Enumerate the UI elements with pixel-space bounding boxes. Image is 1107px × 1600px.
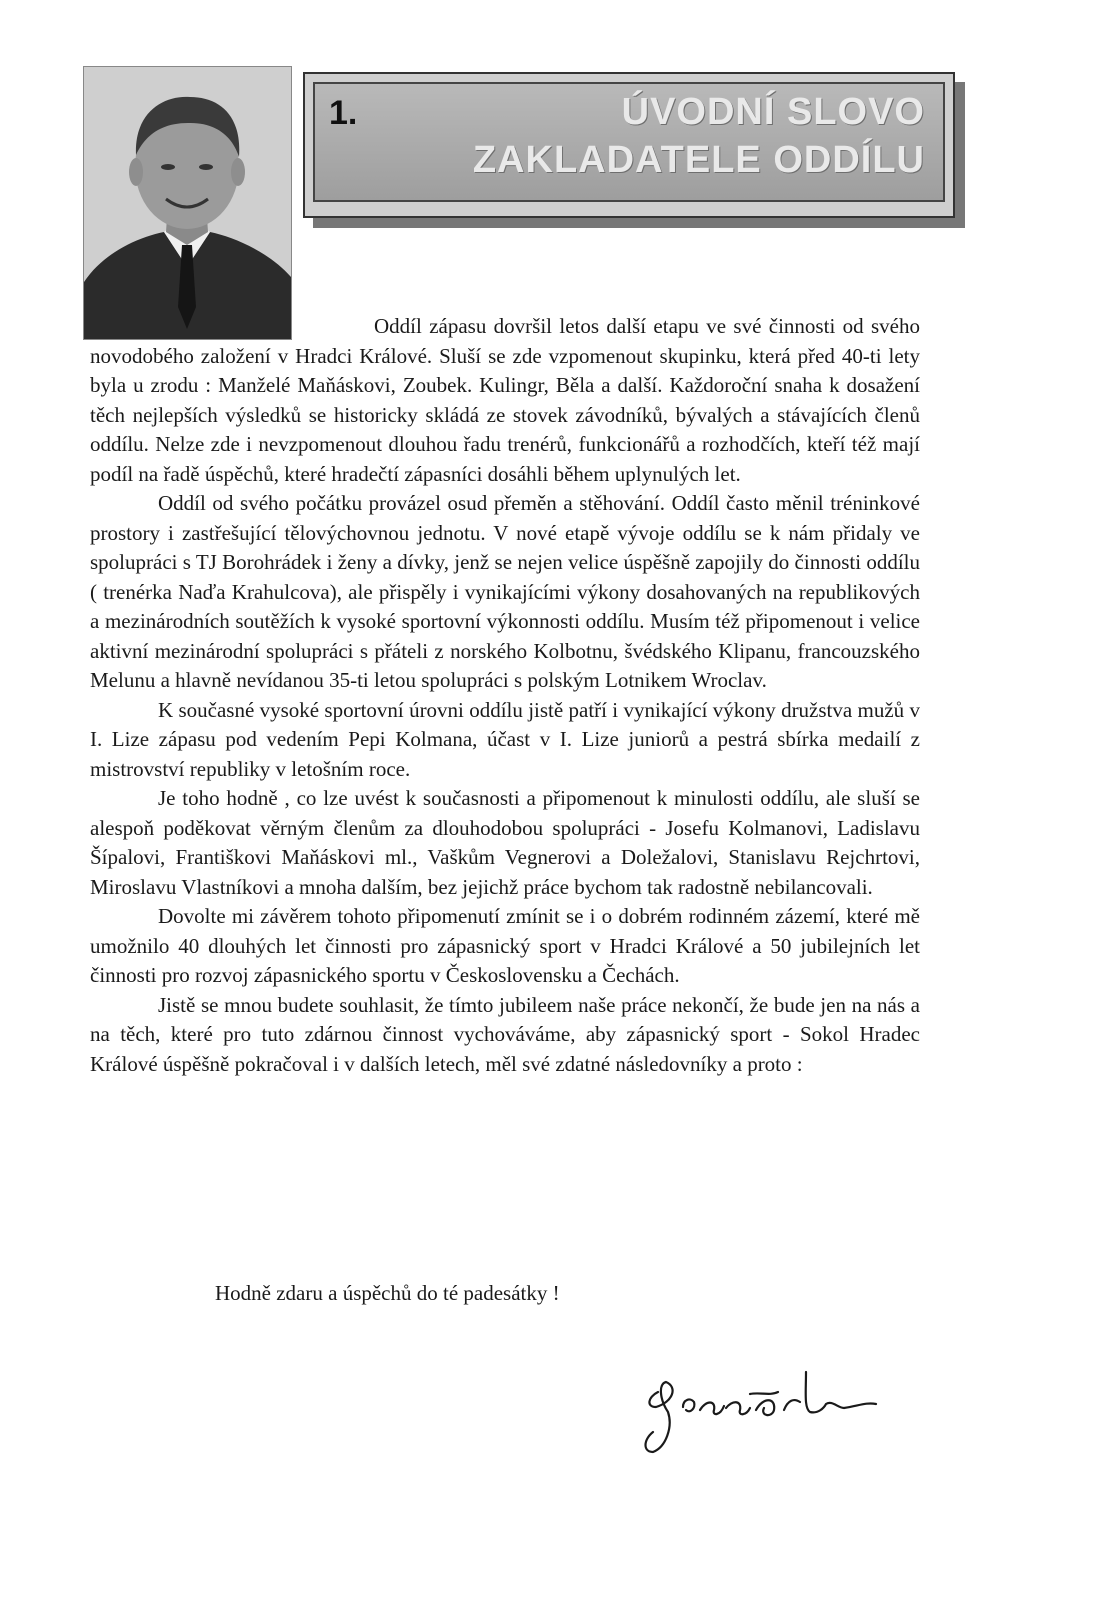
- chapter-title-line-2: ZAKLADATELE ODDÍLU: [472, 139, 925, 181]
- article-body: [90, 312, 920, 1079]
- paragraph: Oddíl zápasu dovršil letos další etapu ve své činnosti od svého novodobého založení v Hradci Králové. Sluší se zde vzpomenout skupinku, která před 40-ti lety byla u zrodu : Manželé Maňáskovi, Zoubek. Kulingr, Běla a další. Každoroční snaha k dosažení těch nejlepších výsledků se historicky skládá ze stovek závodníků, bývalých a stávajících členů oddílu. Nelze zde i nevzpomenout dlouhou řadu trenérů, funkcionářů a rozhodčích, kteří též mají podíl na řadě úspěchů, které hradečtí zápasníci dosáhli během uplynulých let.: [90, 314, 920, 486]
- chapter-title-line-1: ÚVODNÍ SLOVO: [621, 91, 925, 133]
- closing-line: Hodně zdaru a úspěchů do té padesátky !: [215, 1281, 560, 1305]
- chapter-number: 1.: [329, 94, 358, 132]
- paragraph: Oddíl od svého počátku provázel osud přeměn a stěhování. Oddíl často měnil tréninkové prostory i zastřešující tělovýchovnou jednotu. V nové etapě vývoje oddílu se k nám přidaly ve spolupráci s TJ Borohrádek i ženy a dívky, jenž se nejen velice úspěšně zapojily do činnosti oddílu ( trenérka Naďa Krahulcova), ale přispěly i vynikajícími výkony dosahovaných na republikových a mezinárodních soutěžích k vysoké sportovní výkonnosti oddílu. Musím též připomenout i velice aktivní mezinárodní spolupráci s přáteli z norského Kolbotnu, švédského Klipanu, francouzského Melunu a hlavně nevídanou 35-ti letou spolupráci s polským Lotnikem Wroclav.: [90, 491, 920, 692]
- title-banner: [303, 72, 955, 218]
- handwritten-signature: [628, 1352, 888, 1462]
- portrait-photo: [83, 66, 292, 340]
- paragraph: Dovolte mi závěrem tohoto připomenutí zmínit se i o dobrém rodinném zázemí, které mě umožnilo 40 dlouhých let činnosti pro zápasnický sport v Hradci Králové a 50 jubilejních let činnosti pro rozvoj zápasnického sportu v Československu a Čechách.: [90, 904, 920, 987]
- paragraph: Jistě se mnou budete souhlasit, že tímto jubileem naše práce nekončí, že bude jen na nás a na těch, které pro tuto zdárnou činnost vychováváme, aby zápasnický sport - Sokol Hradec Králové úspěšně pokračoval i v dalších letech, měl své zdatné následovníky a proto :: [90, 992, 920, 1076]
- paragraph: Je toho hodně , co lze uvést k současnosti a připomenout k minulosti oddílu, ale sluší se alespoň poděkovat věrným členům za dlouhodobou spolupráci - Josefu Kolmanovi, Ladislavu Šípalovi, Františkovi Maňáskovi ml., Vaškům Vegnerovi a Doležalovi, Stanislavu Rejchrtovi, Miroslavu Vlastníkovi a mnoha dalším, bez jejichž práce bychom tak radostně nebilancovali.: [90, 786, 920, 899]
- title-banner-inner: [313, 82, 945, 202]
- chapter-title: [473, 88, 925, 184]
- paragraph: K současné vysoké sportovní úrovni oddílu jistě patří i vynikající výkony družstva mužů v I. Lize zápasu pod vedením Pepi Kolmana, účast v I. Lize juniorů a pestrá sbírka medailí z mistrovství republiky v letošním roce.: [90, 697, 920, 781]
- portrait-illustration: [84, 67, 291, 339]
